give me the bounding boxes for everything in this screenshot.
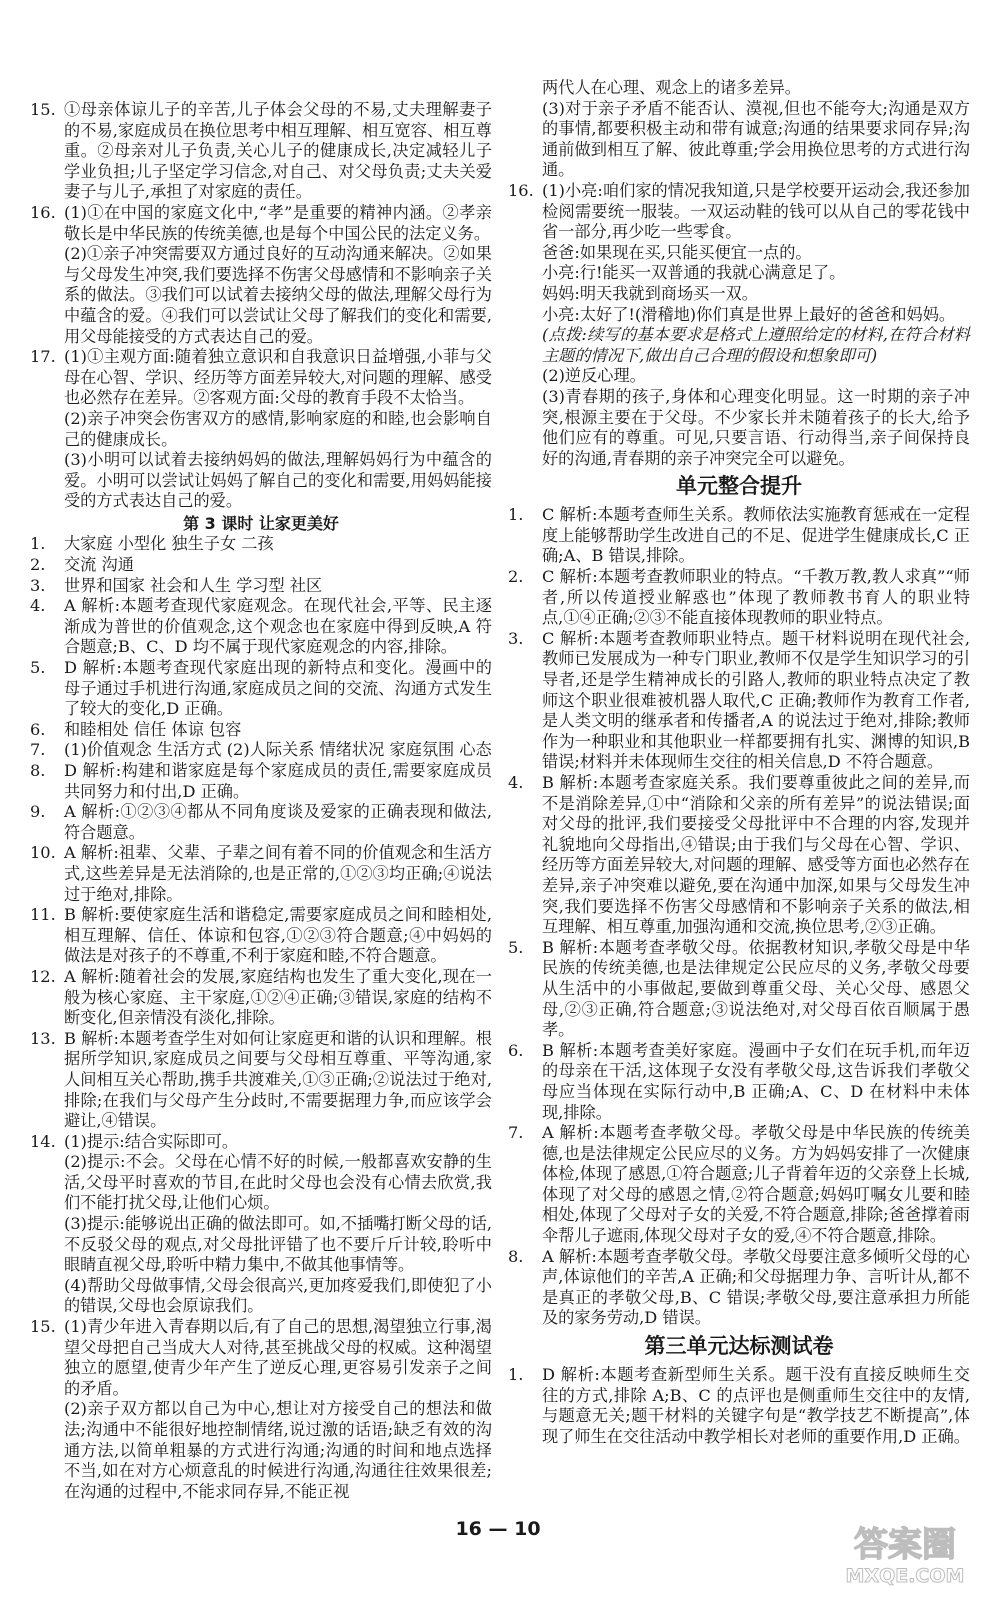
answer-item bbox=[508, 567, 970, 629]
hint-note: (点拨:续写的基本要求是格式上遵照给定的材料,在符合材料主题的情况下,做出自己合理的假设和想象即可) bbox=[542, 325, 970, 365]
answer-item bbox=[508, 1247, 970, 1329]
watermark-url: MXQE.COM bbox=[845, 1565, 965, 1587]
answer-item bbox=[30, 100, 492, 203]
answer-item bbox=[30, 720, 492, 741]
answer-item bbox=[30, 596, 492, 658]
item-text: D 解析:本题考查现代家庭出现的新特点和变化。漫画中的母子通过手机进行沟通,家庭成员之间的交流、沟通方式发生了较大的变化,D 正确。 bbox=[64, 658, 492, 719]
item-continuation: (2)逆反心理。 bbox=[542, 366, 646, 386]
answer-item bbox=[30, 843, 492, 905]
item-text: B 解析:要使家庭生活和谐稳定,需要家庭成员之间和睦相处,相互理解、信任、体谅和包容,①②③符合题意;④中妈妈的做法是对孩子的不尊重,不利于家庭和睦,不符合题意。 bbox=[64, 905, 492, 966]
answer-item bbox=[508, 1365, 970, 1447]
answer-item bbox=[508, 181, 970, 243]
item-continuation: (2)亲子冲突会伤害双方的感情,影响家庭的和睦,也会影响自己的健康成长。 bbox=[64, 408, 492, 449]
answer-item bbox=[30, 555, 492, 576]
item-number: 4. bbox=[508, 773, 524, 792]
item-number: 17. bbox=[30, 347, 56, 367]
item-number: 15. bbox=[30, 1317, 56, 1337]
item-text: D 解析:构建和谐家庭是每个家庭成员的责任,需要家庭成员共同努力和付出,D 正确。 bbox=[64, 761, 492, 801]
item-continuation: (3)小明可以试着去接纳妈妈的做法,理解妈妈行为中蕴含的爱。小明可以尝试让妈妈了解自己的变化和需要,用妈妈能接受的方式表达自己的爱。 bbox=[64, 450, 492, 511]
item-number: 10. bbox=[30, 843, 56, 863]
item-text: 世界和国家 社会和人生 学习型 社区 bbox=[64, 575, 323, 595]
item-continuation: (4)帮助父母做事情,父母会很高兴,更加疼爱我们,即使犯了小的错误,父母也会原谅我们。 bbox=[64, 1275, 492, 1316]
item-continuation: 妈妈:明天我就到商场买一双。 bbox=[542, 283, 758, 303]
item-number: 1. bbox=[30, 534, 46, 554]
lesson-heading: 第 3 课时 让家更美好 bbox=[183, 513, 339, 533]
item-number: 9. bbox=[30, 802, 46, 822]
item-text: 和睦相处 信任 体谅 包容 bbox=[64, 719, 242, 739]
item-text: (1)提示:结合实际即可。 bbox=[64, 1131, 239, 1151]
answer-item bbox=[30, 534, 492, 555]
item-continuation: (3)提示:能够说出正确的做法即可。如,不插嘴打断父母的话,不反驳父母的观点,对父母批评错了也不要斤斤计较,聆听中眼睛直视父母,聆听中精力集中,不做其他事情等。 bbox=[64, 1214, 492, 1275]
item-number: 7. bbox=[508, 1123, 524, 1143]
item-text: A 解析:本题考查孝敬父母。孝敬父母要注意多倾听父母的心声,体谅他们的辛苦,A 正确;和父母据理力争、言听计从,都不是真正的孝敬父母,B、C 错误;孝敬父母,要注意承担力所能及的家务劳动,D 错误。 bbox=[542, 1246, 970, 1328]
item-text: B 解析:本题考查学生对如何让家庭更和谐的认识和理解。根据所学知识,家庭成员之间要与父母相互尊重、平等沟通,家人间相互关心帮助,携手共渡难关,①③正确;②说法过于绝对,排除;在我们与父母产生分歧时,不需要据理力争,而应该学会避让,④错误。 bbox=[64, 1028, 492, 1131]
item-continuation: (2)①亲子冲突需要双方通过良好的互动沟通来解决。②如果与父母发生冲突,我们要选择不伤害父母感情和不影响亲子关系的做法。③我们可以试着去接纳父母的做法,理解父母行为中蕴含的爱。④我们可以尝试让父母了解我们的变化和需要,用父母能接受的方式表达自己的爱。 bbox=[64, 244, 492, 346]
item-number: 15. bbox=[30, 100, 56, 119]
answer-item bbox=[508, 773, 970, 938]
item-number: 6. bbox=[508, 1040, 524, 1060]
answer-item bbox=[508, 505, 970, 567]
unit-review-heading: 单元整合提升 bbox=[676, 474, 802, 499]
answer-block bbox=[508, 505, 970, 1329]
item-text: 交流 沟通 bbox=[64, 555, 134, 575]
item-text: A 解析:本题考查现代家庭观念。在现代社会,平等、民主逐渐成为普世的价值观念,这个观念也在家庭中得到反映,A 符合题意;B、C、D 均不属于现代家庭观念的内容,排除。 bbox=[64, 596, 492, 657]
answer-item bbox=[30, 740, 492, 761]
page-number: 16 — 10 bbox=[455, 1518, 541, 1540]
item-text: B 解析:本题考查孝敬父母。依据教材知识,孝敬父母是中华民族的传统美德,也是法律规定公民应尽的义务,孝敬父母要从生活中的小事做起,要做到尊重父母、关心父母、感恩父母,②③正确,符合题意;③说法绝对,对父母百依百顺属于愚孝。 bbox=[542, 937, 970, 1040]
item-number: 5. bbox=[508, 937, 524, 957]
item-number: 3. bbox=[30, 575, 46, 595]
item-number: 14. bbox=[30, 1131, 56, 1151]
item-text: (1)价值观念 生活方式 (2)人际关系 情绪状况 家庭氛围 心态 bbox=[64, 740, 492, 760]
answer-item bbox=[30, 1029, 492, 1132]
item-number: 8. bbox=[508, 1246, 524, 1266]
item-continuation: (3)对于亲子矛盾不能否认、漠视,但也不能夸大;沟通是双方的事情,都要积极主动和带有诚意;沟通的结果要求同存异;沟通前做到相互了解、彼此尊重;学会用换位思考的方式进行沟通。 bbox=[542, 98, 970, 180]
right-column bbox=[508, 78, 970, 1447]
answer-item bbox=[508, 629, 970, 773]
item-continuation: (2)提示:不会。父母在心情不好的时候,一般都喜欢安静的生活,父母平时喜欢的节目,在此时父母也会没有心情去欣赏,我们不能打扰父母,让他们心烦。 bbox=[64, 1152, 492, 1213]
item-text: (1)青少年进入青春期以后,有了自己的思想,渴望独立行事,渴望父母把自己当成大人对待,甚至挑战父母的权威。这种渴望独立的愿望,使青少年产生了逆反心理,更容易引发亲子之间的矛盾。 bbox=[64, 1317, 492, 1398]
item-continuation: (2)亲子双方都以自己为中心,想让对方接受自己的想法和做法;沟通中不能很好地控制情绪,说过激的话语;缺乏有效的沟通方法,以简单粗暴的方式进行沟通;沟通的时间和地点选择不当,如在对方心烦意乱的时候进行沟通,沟通往往效果很差;在沟通的过程中,不能求同存异,不能正视 bbox=[64, 1399, 492, 1501]
item-number: 5. bbox=[30, 658, 46, 678]
item-text: C 解析:本题考查教师职业特点。题干材料说明在现代社会,教师已发展成为一种专门职业,教师不仅是学生知识学习的引导者,还是学生精神成长的引路人,教师的职业特点决定了教师这个职业很难被机器人取代,C 正确;教师作为教育工作者,是人类文明的继承者和传播者,A 的说法过于绝对,排除;教师作为一种职业和其他职业一样都要拥有扎实、渊博的知识,B 错误;材料并未体现师生交往的相关信息,D 不符合题意。 bbox=[542, 628, 970, 772]
answer-item bbox=[30, 1317, 492, 1399]
unit-test-heading: 第三单元达标测试卷 bbox=[644, 1334, 834, 1359]
watermark-text: 答案圈 bbox=[854, 1525, 956, 1565]
answer-item bbox=[30, 905, 492, 967]
item-text: C 解析:本题考查师生关系。教师依法实施教育惩戒在一定程度上能够帮助学生改进自己的不足、促进学生健康成长,C 正确;A、B 错误,排除。 bbox=[542, 505, 970, 566]
item-text: B 解析:本题考查美好家庭。漫画中子女们在玩手机,而年迈的母亲在干活,这体现子女没有孝敬父母,这告诉我们孝敬父母应当体现在实际行动中,B 正确;A、C、D 在材料中未体现,排除。 bbox=[542, 1040, 970, 1122]
item-number: 1. bbox=[508, 1365, 524, 1385]
item-text: C 解析:本题考查教师职业的特点。“千教万教,教人求真”“师者,所以传道授业解惑也”体现了教师教书育人的职业特点,①④正确;②③不能直接体现教师的职业特点。 bbox=[542, 567, 970, 628]
item-continuation: 两代人在心理、观念上的诸多差异。 bbox=[542, 78, 801, 97]
watermark-logo bbox=[830, 1518, 980, 1590]
answer-item bbox=[508, 1123, 970, 1247]
answer-item bbox=[30, 1132, 492, 1153]
answer-item bbox=[30, 802, 492, 843]
answer-block bbox=[508, 78, 970, 469]
item-continuation: 小亮:太好了!(滑稽地)你们真是世界上最好的爸爸和妈妈。 bbox=[542, 304, 956, 324]
answer-item bbox=[508, 938, 970, 1041]
left-column bbox=[30, 100, 492, 1502]
answer-block bbox=[30, 534, 492, 1502]
item-continuation: (3)青春期的孩子,身体和心理变化明显。这一时期的亲子冲突,根源主要在于父母。不少家长并未随着孩子的长大,给予他们应有的尊重。可见,只要言语、行动得当,亲子间保持良好的沟通,青春期的亲子冲突完全可以避免。 bbox=[542, 386, 970, 468]
answer-item bbox=[30, 347, 492, 409]
item-number: 4. bbox=[30, 596, 46, 616]
item-number: 6. bbox=[30, 719, 46, 739]
item-continuation: 小亮:行!能买一双普通的我就心满意足了。 bbox=[542, 263, 846, 283]
item-number: 13. bbox=[30, 1028, 56, 1048]
item-number: 2. bbox=[30, 555, 46, 575]
answer-block bbox=[30, 100, 492, 512]
item-number: 16. bbox=[508, 180, 534, 200]
item-text: (1)①在中国的家庭文化中,“孝”是重要的精神内涵。②孝亲敬长是中华民族的传统美德,也是每个中国公民的法定义务。 bbox=[64, 202, 492, 243]
item-number: 1. bbox=[508, 505, 524, 525]
item-number: 16. bbox=[30, 202, 56, 222]
answer-item bbox=[30, 658, 492, 720]
item-text: A 解析:随着社会的发展,家庭结构也发生了重大变化,现在一般为核心家庭、主干家庭,①②④正确;③错误,家庭的结构不断变化,但亲情没有淡化,排除。 bbox=[64, 966, 492, 1028]
item-number: 2. bbox=[508, 567, 524, 587]
item-continuation: 爸爸:如果现在买,只能买便宜一点的。 bbox=[542, 242, 812, 262]
item-number: 12. bbox=[30, 966, 56, 986]
item-text: A 解析:祖辈、父辈、子辈之间有着不同的价值观念和生活方式,这些差异是无法消除的,也是正常的,①②③均正确;④说法过于绝对,排除。 bbox=[64, 843, 492, 904]
item-text: 大家庭 小型化 独生子女 二孩 bbox=[64, 534, 274, 554]
item-text: A 解析:本题考查孝敬父母。孝敬父母是中华民族的传统美德,也是法律规定公民应尽的义务。方为妈妈安排了一次健康体检,体现了感恩,①符合题意;儿子背着年迈的父亲登上长城,体现了对父母的感恩之情,②符合题意;妈妈叮嘱女儿要和睦相处,体现了父母对子女的关爱,不符合题意,排除;爸爸撑着雨伞帮儿子遮雨,体现父母对子女的爱,④不符合题意,排除。 bbox=[542, 1123, 970, 1246]
answer-item bbox=[30, 967, 492, 1029]
item-number: 3. bbox=[508, 628, 524, 648]
answer-item bbox=[30, 761, 492, 802]
item-text: A 解析:①②③④都从不同角度谈及爱家的正确表现和做法,符合题意。 bbox=[64, 802, 492, 842]
answer-block bbox=[508, 1365, 970, 1447]
item-text: (1)①主观方面:随着独立意识和自我意识日益增强,小菲与父母在心智、学识、经历等方面差异较大,对问题的理解、感受也必然存在差异。②客观方面:父母的教育手段不太恰当。 bbox=[64, 347, 492, 408]
item-text: D 解析:本题考查新型师生关系。题干没有直接反映师生交往的方式,排除 A;B、C 的点评也是侧重师生交往中的友情,与题意无关;题干材料的关键字句是“教学技艺不断提高”,体现了师生在交往活动中教学相长对老师的重要作用,D 正确。 bbox=[542, 1365, 970, 1446]
answer-item bbox=[508, 1041, 970, 1123]
item-number: 8. bbox=[30, 761, 46, 780]
item-text: (1)小亮:咱们家的情况我知道,只是学校要开运动会,我还参加检阅需要统一服装。一双运动鞋的钱可以从自己的零花钱中省一部分,再少吃一些零食。 bbox=[542, 180, 970, 242]
answer-item bbox=[30, 203, 492, 244]
item-text: ①母亲体谅儿子的辛苦,儿子体会父母的不易,丈夫理解妻子的不易,家庭成员在换位思考中相互理解、相互宽容、相互尊重。②母亲对儿子负责,关心儿子的健康成长,决定减轻儿子学业负担;儿子坚定学习信念,对自己、对父母负责;丈夫关爱妻子与儿子,承担了对家庭的责任。 bbox=[64, 100, 492, 202]
item-text: B 解析:本题考查家庭关系。我们要尊重彼此之间的差异,而不是消除差异,①中“消除和父亲的所有差异”的说法错误;面对父母的批评,我们要接受父母批评中不合理的内容,发现并礼貌地向父母指出,④错误;由于我们与父母在心智、学识、经历等方面差异较大,对问题的理解、感受等方面也必然存在差异,亲子冲突难以避免,要在沟通中加深,如果与父母发生冲突,我们要选择不伤害父母感情和不影响亲子关系的做法,相互理解、相互尊重,加强沟通和交流,换位思考,②③正确。 bbox=[542, 773, 970, 937]
answer-item bbox=[30, 576, 492, 597]
item-number: 11. bbox=[30, 905, 56, 925]
item-number: 7. bbox=[30, 740, 46, 760]
